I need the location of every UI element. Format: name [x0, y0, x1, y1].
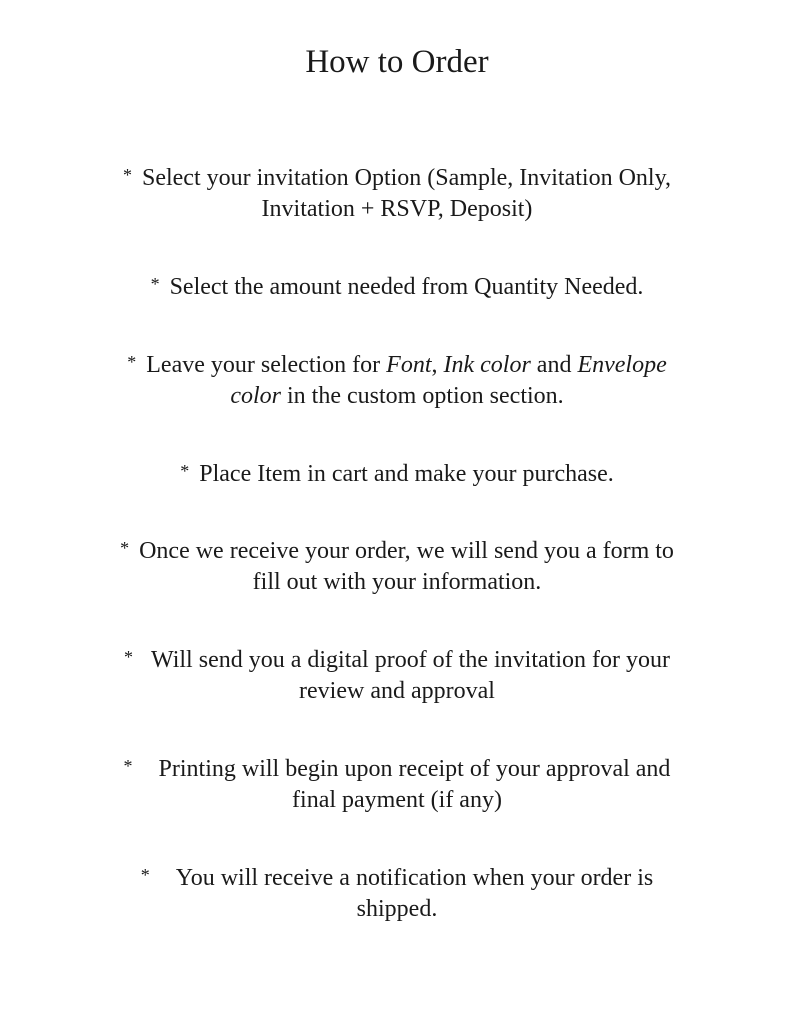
step-3: * Leave your selection for Font, Ink color and Envelope color in the custom option section. [0, 347, 794, 412]
envelope-term: Envelope [577, 352, 667, 378]
step-6-line-1: Will send you a digital proof of the invitation for your [151, 647, 670, 673]
font-term: Font [386, 352, 432, 378]
bullet-asterisk: * [123, 756, 133, 776]
step-1-line-1: Select your invitation Option (Sample, Invitation Only, [141, 165, 672, 191]
step-7-line-2: final payment (if any) [292, 787, 502, 813]
ink-color-term: Ink color [443, 352, 531, 378]
page-title: How to Order [305, 44, 489, 80]
step-8-line-1: You will receive a notification when your order is [175, 865, 654, 891]
step-5-line-2: fill out with your information. [252, 569, 542, 595]
bullet-asterisk: * [140, 865, 150, 885]
bullet-asterisk: * [122, 165, 132, 185]
step-8-line-2: shipped. [356, 896, 438, 922]
step-2-line-1: Select the amount needed from Quantity Needed. [169, 274, 644, 300]
bullet-asterisk: * [150, 274, 160, 294]
bullet-asterisk: * [180, 461, 190, 481]
step-1-line-2: Invitation + RSVP, Deposit) [261, 196, 533, 222]
step-5 [0, 533, 794, 598]
step-4 [0, 456, 794, 490]
step-4-line-1: Place Item in cart and make your purchase. [199, 461, 614, 487]
bullet-asterisk: * [120, 538, 130, 558]
bullet-asterisk: * [124, 647, 134, 667]
step-6-line-2: review and approval [299, 678, 495, 704]
step-7-line-1: Printing will begin upon receipt of your approval and [158, 756, 671, 782]
step-1 [0, 160, 794, 225]
step-8 [0, 860, 794, 925]
step-5-line-1: Once we receive your order, we will send you a form to [139, 538, 674, 564]
envelope-color-term: color [230, 383, 282, 409]
bullet-asterisk: * [127, 352, 137, 372]
step-7 [0, 751, 794, 816]
step-2 [0, 269, 794, 303]
step-6 [0, 642, 794, 707]
